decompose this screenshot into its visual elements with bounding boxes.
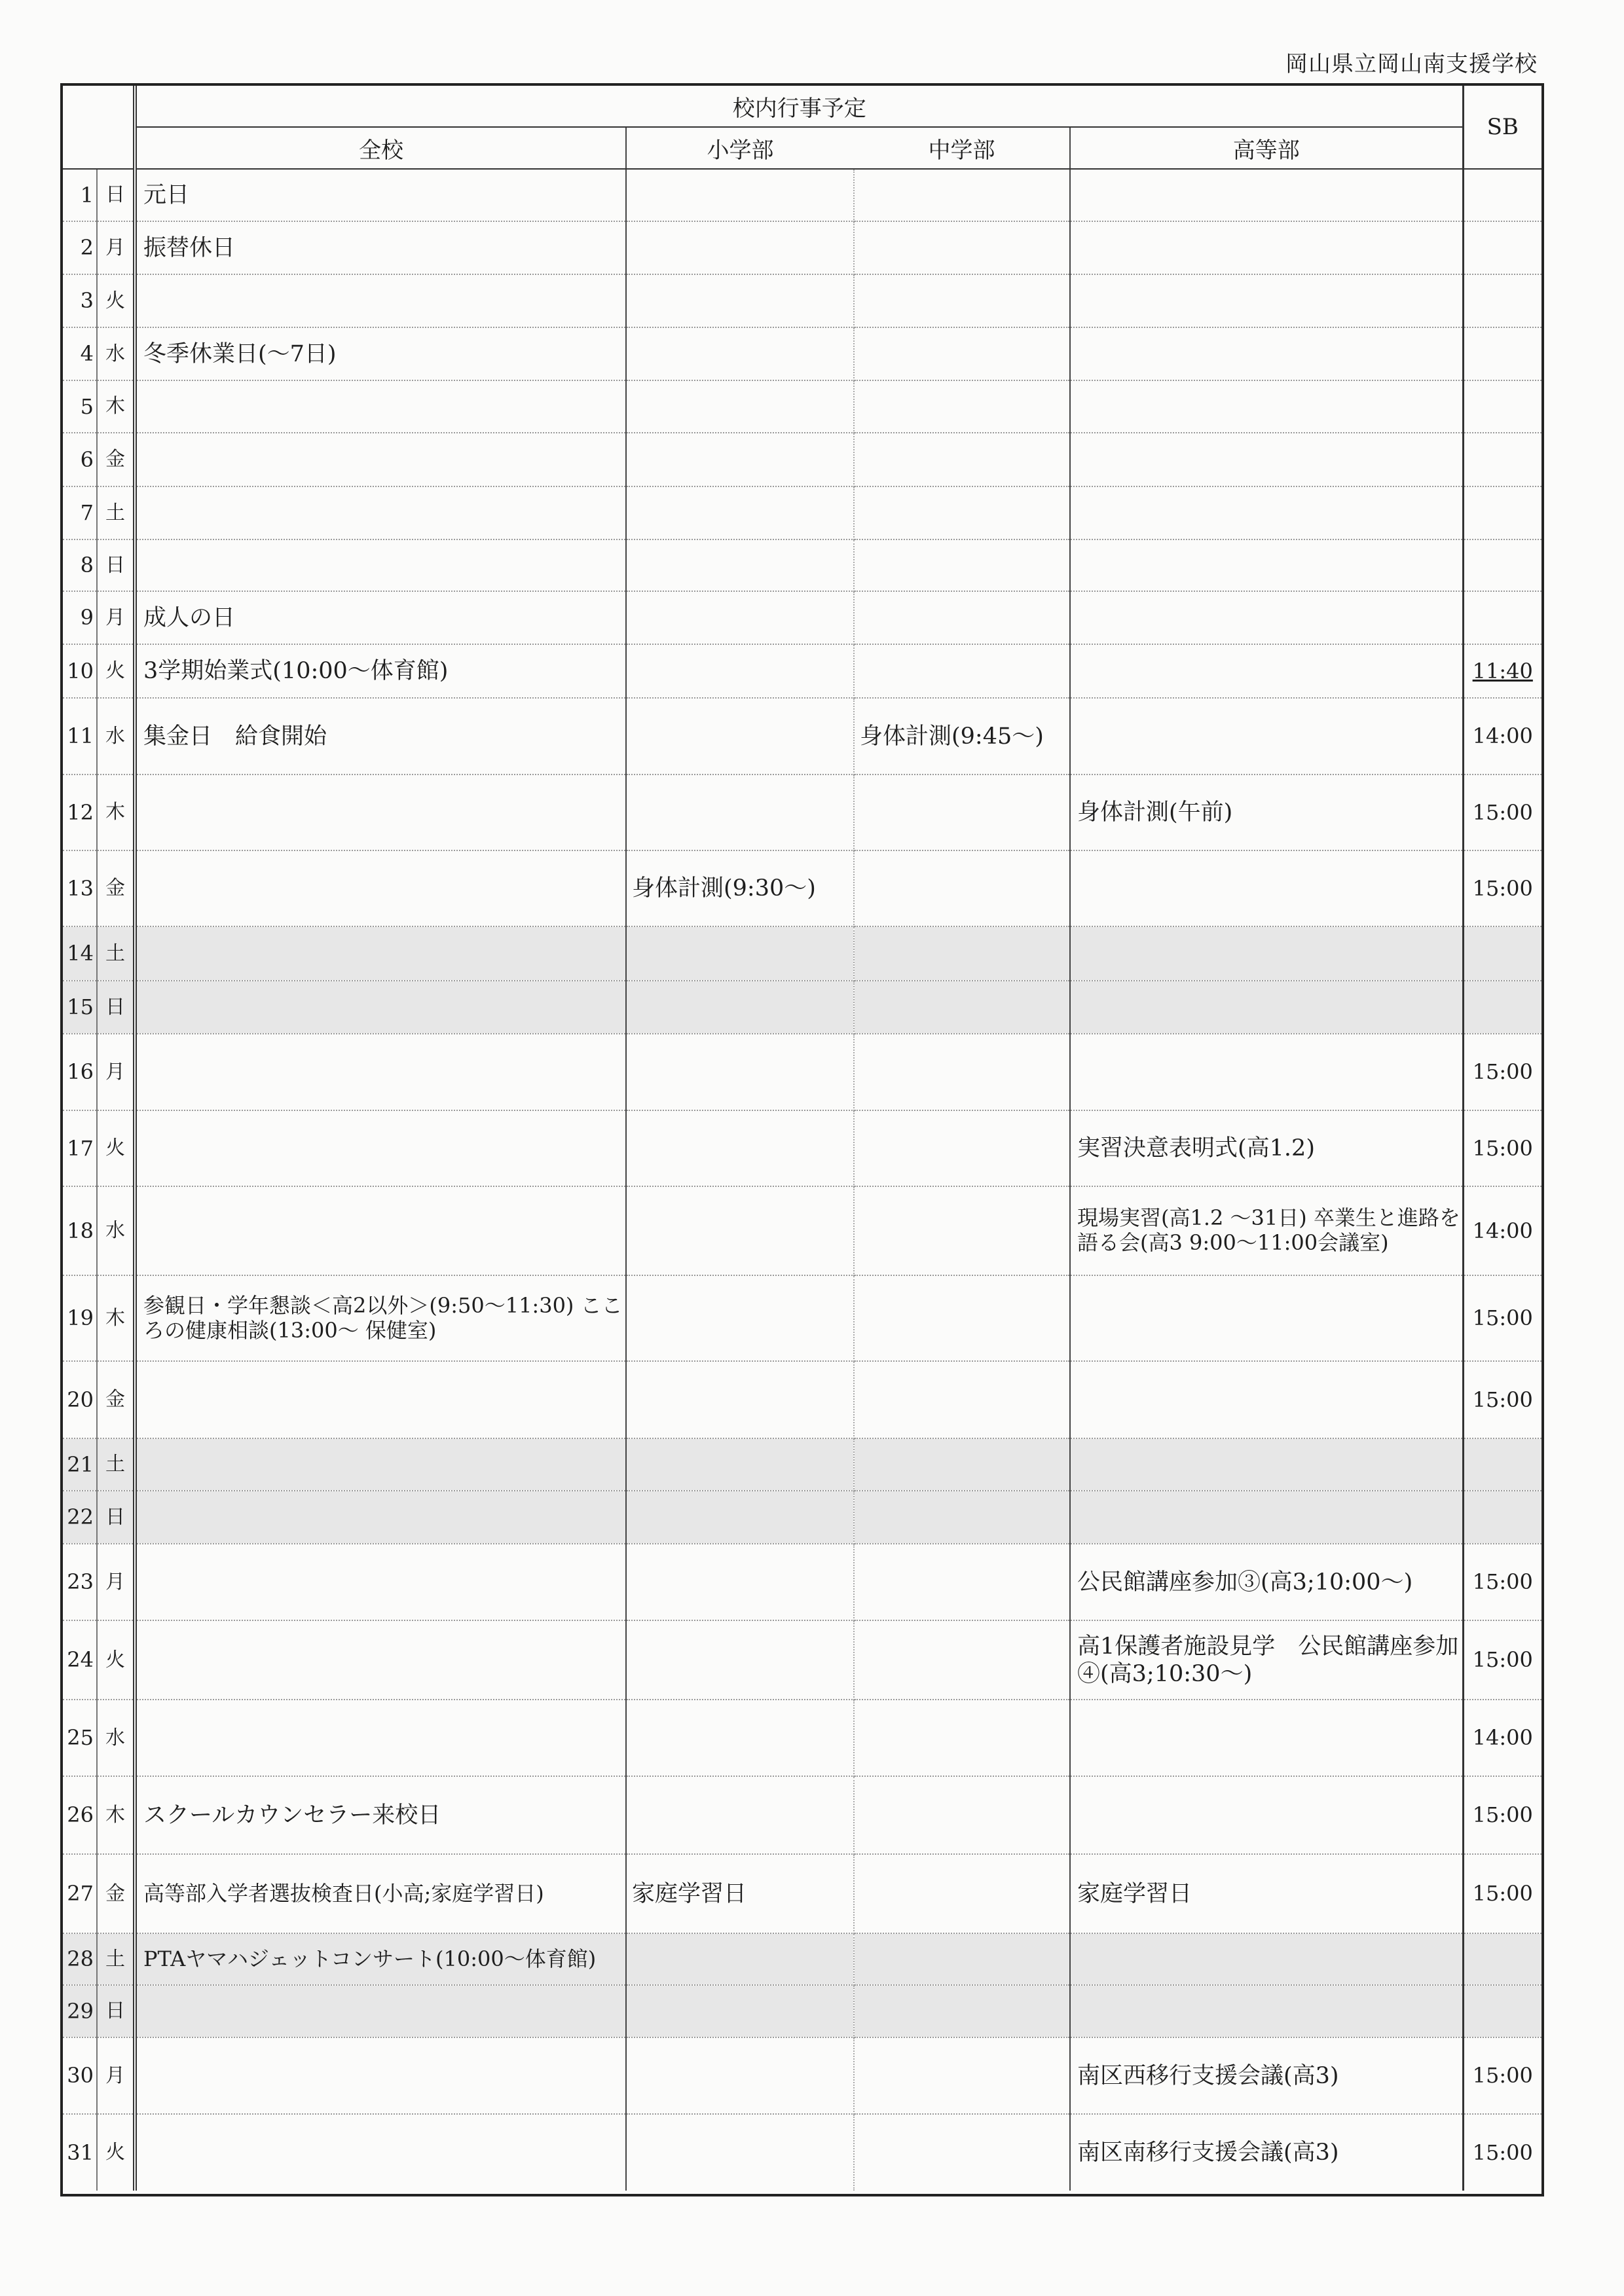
event-elementary: [626, 1438, 854, 1491]
day-number: 11: [63, 698, 97, 774]
event-all-school: [135, 850, 626, 926]
event-junior-high: [854, 1854, 1070, 1933]
event-junior-high: [854, 1186, 1070, 1275]
sb-time: [1463, 221, 1541, 274]
event-high-school: [1070, 274, 1463, 327]
event-all-school: [135, 2037, 626, 2114]
day-number: 17: [63, 1110, 97, 1186]
event-high-school: [1070, 926, 1463, 981]
table-row: [63, 2037, 1541, 2114]
sb-time: [1463, 1933, 1541, 1985]
day-number: 8: [63, 539, 97, 591]
event-all-school: 成人の日: [135, 591, 626, 644]
event-high-school: [1070, 850, 1463, 926]
event-junior-high: [854, 774, 1070, 850]
sb-time: [1463, 1438, 1541, 1491]
event-junior-high: [854, 644, 1070, 698]
event-all-school: [135, 486, 626, 539]
event-all-school: 振替休日: [135, 221, 626, 274]
event-junior-high: [854, 1275, 1070, 1361]
sb-time: 15:00: [1463, 1544, 1541, 1620]
weekday: 日: [97, 981, 135, 1034]
header-junior-high: 中学部: [854, 127, 1070, 169]
sb-time: 15:00: [1463, 1275, 1541, 1361]
weekday: 木: [97, 380, 135, 433]
event-high-school: [1070, 1275, 1463, 1361]
schedule-sheet: [60, 83, 1544, 2196]
table-row: [63, 221, 1541, 274]
table-header: [63, 86, 1541, 169]
day-number: 13: [63, 850, 97, 926]
table-row: [63, 1776, 1541, 1854]
event-all-school: [135, 1110, 626, 1186]
day-number: 27: [63, 1854, 97, 1933]
event-high-school: [1070, 169, 1463, 221]
event-all-school: [135, 981, 626, 1034]
weekday: 月: [97, 1034, 135, 1110]
event-all-school: [135, 274, 626, 327]
table-row: [63, 327, 1541, 380]
table-row: [63, 644, 1541, 698]
weekday: 水: [97, 698, 135, 774]
table-row: [63, 1854, 1541, 1933]
event-elementary: [626, 1110, 854, 1186]
event-elementary: 家庭学習日: [626, 1854, 854, 1933]
sb-time: 15:00: [1463, 1776, 1541, 1854]
table-row: [63, 981, 1541, 1034]
weekday: 水: [97, 327, 135, 380]
day-number: 19: [63, 1275, 97, 1361]
sb-time: 14:00: [1463, 1700, 1541, 1776]
event-high-school: 現場実習(高1.2 ～31日) 卒業生と進路を語る会(高3 9:00～11:00会議室): [1070, 1186, 1463, 1275]
weekday: 火: [97, 2114, 135, 2191]
weekday: 土: [97, 1933, 135, 1985]
sb-time: 15:00: [1463, 1620, 1541, 1700]
table-row: [63, 1700, 1541, 1776]
event-all-school: [135, 926, 626, 981]
weekday: 金: [97, 850, 135, 926]
day-number: 25: [63, 1700, 97, 1776]
event-elementary: [626, 1544, 854, 1620]
event-junior-high: [854, 1491, 1070, 1544]
event-high-school: [1070, 1985, 1463, 2037]
event-junior-high: [854, 2037, 1070, 2114]
sb-time: 14:00: [1463, 698, 1541, 774]
weekday: 水: [97, 1700, 135, 1776]
event-all-school: 参観日・学年懇談＜高2以外＞(9:50～11:30) こころの健康相談(13:00～ 保健室): [135, 1275, 626, 1361]
event-junior-high: [854, 433, 1070, 486]
event-all-school: [135, 1491, 626, 1544]
event-elementary: [626, 1933, 854, 1985]
event-high-school: 高1保護者施設見学 公民館講座参加④(高3;10:30～): [1070, 1620, 1463, 1700]
weekday: 木: [97, 1776, 135, 1854]
sb-time: [1463, 1491, 1541, 1544]
table-row: [63, 486, 1541, 539]
weekday: 金: [97, 433, 135, 486]
weekday: 月: [97, 591, 135, 644]
day-number: 12: [63, 774, 97, 850]
weekday: 水: [97, 1186, 135, 1275]
header-blank-cell: [63, 86, 135, 169]
table-row: [63, 1544, 1541, 1620]
event-all-school: [135, 1438, 626, 1491]
sb-time: [1463, 1985, 1541, 2037]
event-elementary: [626, 1361, 854, 1438]
weekday: 金: [97, 1361, 135, 1438]
event-all-school: [135, 1620, 626, 1700]
weekday: 火: [97, 274, 135, 327]
weekday: 日: [97, 1491, 135, 1544]
table-row: [63, 1275, 1541, 1361]
event-junior-high: [854, 850, 1070, 926]
event-high-school: [1070, 1933, 1463, 1985]
weekday: 火: [97, 1620, 135, 1700]
event-high-school: [1070, 539, 1463, 591]
weekday: 日: [97, 1985, 135, 2037]
event-high-school: 家庭学習日: [1070, 1854, 1463, 1933]
event-junior-high: [854, 1034, 1070, 1110]
weekday: 木: [97, 774, 135, 850]
event-elementary: [626, 1491, 854, 1544]
event-all-school: [135, 774, 626, 850]
event-junior-high: [854, 1110, 1070, 1186]
weekday: 土: [97, 486, 135, 539]
sb-time: 15:00: [1463, 2037, 1541, 2114]
weekday: 木: [97, 1275, 135, 1361]
event-elementary: 身体計測(9:30～): [626, 850, 854, 926]
day-number: 18: [63, 1186, 97, 1275]
sb-time: 15:00: [1463, 1361, 1541, 1438]
event-elementary: [626, 1034, 854, 1110]
sb-time: [1463, 926, 1541, 981]
event-high-school: [1070, 380, 1463, 433]
day-number: 2: [63, 221, 97, 274]
sb-time: [1463, 981, 1541, 1034]
weekday: 火: [97, 644, 135, 698]
day-number: 28: [63, 1933, 97, 1985]
day-number: 5: [63, 380, 97, 433]
day-number: 23: [63, 1544, 97, 1620]
event-all-school: 3学期始業式(10:00～体育館): [135, 644, 626, 698]
header-sb: SB: [1463, 86, 1541, 169]
event-all-school: PTAヤマハジェットコンサート(10:00～体育館): [135, 1933, 626, 1985]
day-number: 10: [63, 644, 97, 698]
event-elementary: [626, 981, 854, 1034]
table-row: [63, 591, 1541, 644]
event-all-school: [135, 2114, 626, 2191]
sb-time: 15:00: [1463, 1110, 1541, 1186]
weekday: 土: [97, 1438, 135, 1491]
event-all-school: [135, 1700, 626, 1776]
day-number: 30: [63, 2037, 97, 2114]
event-high-school: [1070, 1700, 1463, 1776]
day-number: 9: [63, 591, 97, 644]
event-high-school: [1070, 486, 1463, 539]
event-junior-high: [854, 327, 1070, 380]
event-junior-high: [854, 2114, 1070, 2191]
table-row: [63, 1361, 1541, 1438]
event-elementary: [626, 2037, 854, 2114]
event-high-school: [1070, 433, 1463, 486]
event-high-school: 南区南移行支援会議(高3): [1070, 2114, 1463, 2191]
table-row: [63, 1620, 1541, 1700]
table-row: [63, 380, 1541, 433]
table-row: [63, 274, 1541, 327]
weekday: 土: [97, 926, 135, 981]
table-row: [63, 1186, 1541, 1275]
event-high-school: [1070, 1491, 1463, 1544]
weekday: 日: [97, 169, 135, 221]
table-row: [63, 1933, 1541, 1985]
sb-time: 15:00: [1463, 774, 1541, 850]
event-high-school: [1070, 1361, 1463, 1438]
table-row: [63, 1985, 1541, 2037]
day-number: 20: [63, 1361, 97, 1438]
event-high-school: [1070, 1776, 1463, 1854]
sb-time: 15:00: [1463, 850, 1541, 926]
event-junior-high: [854, 1438, 1070, 1491]
event-junior-high: [854, 1700, 1070, 1776]
event-high-school: [1070, 327, 1463, 380]
event-all-school: [135, 1985, 626, 2037]
event-all-school: [135, 380, 626, 433]
event-all-school: [135, 1544, 626, 1620]
sb-time: 14:00: [1463, 1186, 1541, 1275]
day-number: 31: [63, 2114, 97, 2191]
sb-time: [1463, 380, 1541, 433]
event-all-school: [135, 1186, 626, 1275]
weekday: 月: [97, 2037, 135, 2114]
event-junior-high: [854, 1985, 1070, 2037]
event-elementary: [626, 327, 854, 380]
day-number: 1: [63, 169, 97, 221]
sb-time: 11:40: [1463, 644, 1541, 698]
event-elementary: [626, 2114, 854, 2191]
day-number: 21: [63, 1438, 97, 1491]
day-number: 7: [63, 486, 97, 539]
weekday: 月: [97, 1544, 135, 1620]
event-junior-high: [854, 1776, 1070, 1854]
event-elementary: [626, 1275, 854, 1361]
event-junior-high: [854, 221, 1070, 274]
table-row: [63, 539, 1541, 591]
event-elementary: [626, 274, 854, 327]
event-high-school: [1070, 698, 1463, 774]
day-number: 16: [63, 1034, 97, 1110]
event-all-school: 高等部入学者選抜検査日(小高;家庭学習日): [135, 1854, 626, 1933]
sb-time: [1463, 433, 1541, 486]
header-all-school: 全校: [135, 127, 626, 169]
table-row: [63, 1438, 1541, 1491]
event-elementary: [626, 644, 854, 698]
event-elementary: [626, 380, 854, 433]
event-all-school: [135, 433, 626, 486]
table-row: [63, 1491, 1541, 1544]
event-high-school: [1070, 1438, 1463, 1491]
table-row: [63, 1110, 1541, 1186]
table-row: [63, 433, 1541, 486]
event-elementary: [626, 1776, 854, 1854]
schedule-table: [63, 86, 1541, 2191]
event-junior-high: [854, 274, 1070, 327]
sb-time: [1463, 327, 1541, 380]
event-elementary: [626, 221, 854, 274]
weekday: 金: [97, 1854, 135, 1933]
event-all-school: [135, 1361, 626, 1438]
event-elementary: [626, 486, 854, 539]
sb-time: 15:00: [1463, 1034, 1541, 1110]
event-junior-high: [854, 539, 1070, 591]
event-elementary: [626, 698, 854, 774]
event-all-school: 集金日 給食開始: [135, 698, 626, 774]
day-number: 22: [63, 1491, 97, 1544]
event-junior-high: [854, 1361, 1070, 1438]
school-name: 岡山県立岡山南支援学校: [1285, 51, 1538, 77]
table-row: [63, 2114, 1541, 2191]
event-high-school: [1070, 1034, 1463, 1110]
event-elementary: [626, 169, 854, 221]
event-all-school: 冬季休業日(～7日): [135, 327, 626, 380]
event-junior-high: [854, 981, 1070, 1034]
event-high-school: [1070, 644, 1463, 698]
event-junior-high: 身体計測(9:45～): [854, 698, 1070, 774]
day-number: 6: [63, 433, 97, 486]
event-elementary: [626, 1985, 854, 2037]
event-high-school: 南区西移行支援会議(高3): [1070, 2037, 1463, 2114]
sb-time: [1463, 169, 1541, 221]
weekday: 月: [97, 221, 135, 274]
event-elementary: [626, 926, 854, 981]
sb-time: [1463, 591, 1541, 644]
event-all-school: 元日: [135, 169, 626, 221]
sb-time: [1463, 539, 1541, 591]
weekday: 火: [97, 1110, 135, 1186]
event-high-school: [1070, 591, 1463, 644]
event-junior-high: [854, 486, 1070, 539]
event-junior-high: [854, 591, 1070, 644]
header-high-school: 高等部: [1070, 127, 1463, 169]
event-elementary: [626, 591, 854, 644]
event-elementary: [626, 539, 854, 591]
event-elementary: [626, 1186, 854, 1275]
event-elementary: [626, 774, 854, 850]
day-number: 14: [63, 926, 97, 981]
table-row: [63, 774, 1541, 850]
event-high-school: 実習決意表明式(高1.2): [1070, 1110, 1463, 1186]
event-junior-high: [854, 169, 1070, 221]
table-row: [63, 1034, 1541, 1110]
event-elementary: [626, 1700, 854, 1776]
schedule-body: [63, 169, 1541, 2191]
sb-time: [1463, 486, 1541, 539]
header-elementary: 小学部: [626, 127, 854, 169]
day-number: 3: [63, 274, 97, 327]
table-row: [63, 169, 1541, 221]
event-junior-high: [854, 926, 1070, 981]
event-all-school: [135, 1034, 626, 1110]
event-all-school: スクールカウンセラー来校日: [135, 1776, 626, 1854]
sb-time: 15:00: [1472, 2140, 1533, 2165]
sb-time: 15:00: [1463, 1854, 1541, 1933]
event-junior-high: [854, 380, 1070, 433]
day-number: 24: [63, 1620, 97, 1700]
table-row: [63, 926, 1541, 981]
event-junior-high: [854, 1620, 1070, 1700]
day-number: 4: [63, 327, 97, 380]
day-number: 29: [63, 1985, 97, 2037]
event-high-school: 身体計測(午前): [1070, 774, 1463, 850]
day-number: 15: [63, 981, 97, 1034]
day-number: 26: [63, 1776, 97, 1854]
weekday: 日: [97, 539, 135, 591]
event-elementary: [626, 1620, 854, 1700]
sb-time: [1463, 274, 1541, 327]
event-elementary: [626, 433, 854, 486]
table-row: [63, 698, 1541, 774]
table-row: [63, 850, 1541, 926]
event-junior-high: [854, 1544, 1070, 1620]
section-title: 校内行事予定: [135, 86, 1463, 127]
event-high-school: [1070, 981, 1463, 1034]
event-junior-high: [854, 1933, 1070, 1985]
event-high-school: [1070, 221, 1463, 274]
event-all-school: [135, 539, 626, 591]
event-high-school: 公民館講座参加③(高3;10:00～): [1070, 1544, 1463, 1620]
